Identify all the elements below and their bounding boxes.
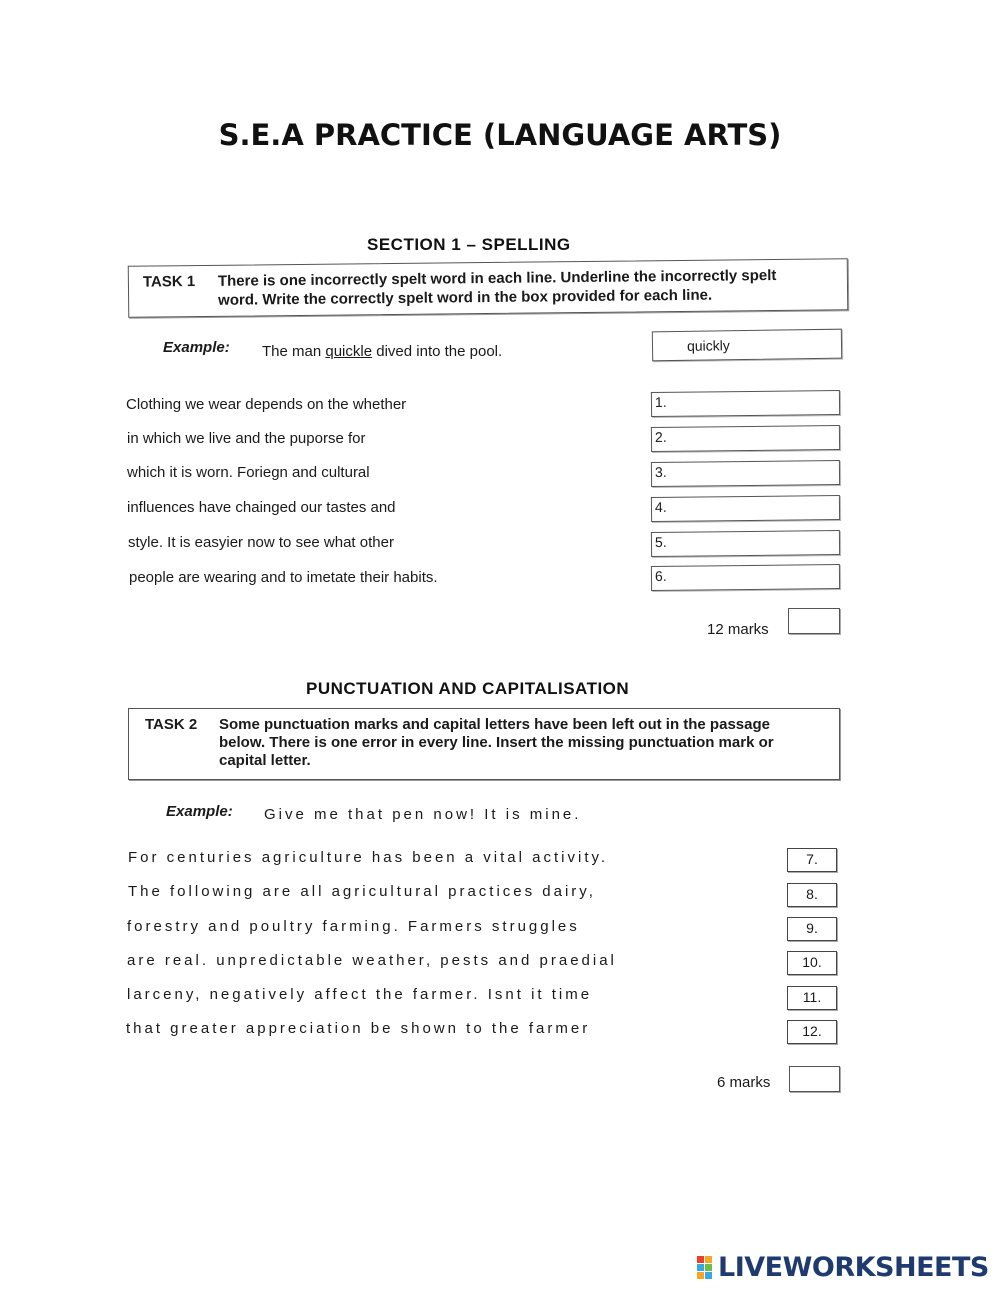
task1-line-2: in which we live and the puporse for	[127, 430, 366, 447]
task1-answer-box-1[interactable]: 1.	[651, 390, 840, 417]
task1-marks-box	[788, 608, 840, 634]
task1-line-1: Clothing we wear depends on the whether	[126, 396, 407, 413]
logo-block-blue	[697, 1264, 704, 1271]
section1-heading: SECTION 1 – SPELLING	[367, 235, 571, 254]
task2-answer-box-9[interactable]: 9.	[787, 917, 837, 941]
task2-label: TASK 2	[145, 716, 198, 733]
task2-answer-box-7[interactable]: 7.	[787, 848, 837, 872]
logo-block-blue-2	[705, 1272, 712, 1279]
task2-line-5: larceny, negatively affect the farmer. Isnt it time	[127, 986, 593, 1003]
task1-answer-box-4[interactable]: 4.	[651, 495, 840, 522]
task1-line-4: influences have chainged our tastes and	[127, 499, 396, 516]
task2-instruction-box	[128, 708, 840, 780]
task1-line-6: people are wearing and to imetate their habits.	[129, 569, 438, 586]
page-title: S.E.A PRACTICE (LANGUAGE ARTS)	[218, 118, 782, 152]
task2-marks-box	[789, 1066, 840, 1092]
liveworksheets-logo-icon	[697, 1256, 719, 1286]
task1-marks-label: 12 marks	[707, 621, 769, 638]
task1-example-label: Example:	[163, 339, 230, 356]
task1-line-3: which it is worn. Foriegn and cultural	[127, 464, 370, 481]
logo-block-green	[705, 1264, 712, 1271]
section2-heading: PUNCTUATION AND CAPITALISATION	[306, 679, 630, 698]
task2-text-line3: capital letter.	[219, 752, 311, 769]
task1-answer-box-5[interactable]: 5.	[651, 530, 840, 557]
task2-answer-box-10[interactable]: 10.	[787, 951, 837, 975]
task1-example-answer-box: quickly	[652, 329, 842, 362]
example-after: dived into the pool.	[372, 343, 503, 360]
task2-answer-box-11[interactable]: 11.	[787, 986, 837, 1010]
task1-answer-box-2[interactable]: 2.	[651, 425, 840, 452]
task1-text-line1: There is one incorrectly spelt word in each line. Underline the incorrectly spelt	[217, 266, 777, 290]
task2-example-label: Example:	[166, 803, 233, 820]
liveworksheets-brand: LIVEWORKSHEETS	[718, 1252, 989, 1283]
task1-line-5: style. It is easyier now to see what other	[128, 534, 394, 551]
task2-line-1: For centuries agriculture has been a vital activity.	[128, 849, 609, 866]
task2-marks-label: 6 marks	[717, 1074, 771, 1091]
example-before: The man	[262, 343, 326, 360]
task1-answer-box-6[interactable]: 6.	[651, 564, 840, 591]
task2-text-line1: Some punctuation marks and capital letters have been left out in the passage	[219, 716, 770, 733]
task1-example-sentence	[262, 343, 502, 360]
example-misspelt-word: quickle	[325, 343, 373, 360]
task2-line-4: are real. unpredictable weather, pests and praedial	[127, 952, 617, 969]
task1-answer-box-3[interactable]: 3.	[651, 460, 840, 487]
task1-instruction-box	[128, 258, 849, 318]
task2-line-2: The following are all agricultural practices dairy,	[128, 883, 596, 900]
task2-text-line2: below. There is one error in every line. Insert the missing punctuation mark or	[219, 734, 774, 751]
task2-answer-box-12[interactable]: 12.	[787, 1020, 837, 1044]
task1-text-line2: word. Write the correctly spelt word in the box provided for each line.	[218, 286, 713, 309]
task2-answer-box-8[interactable]: 8.	[787, 883, 837, 907]
task2-example-sentence: Give me that pen now! It is mine.	[264, 806, 582, 823]
task2-line-3: forestry and poultry farming. Farmers struggles	[127, 918, 580, 935]
task2-line-6: that greater appreciation be shown to the farmer	[126, 1020, 591, 1037]
logo-block-orange	[705, 1256, 712, 1263]
logo-block-red	[697, 1256, 704, 1263]
logo-block-orange-2	[697, 1272, 704, 1279]
task1-label: TASK 1	[142, 273, 196, 291]
